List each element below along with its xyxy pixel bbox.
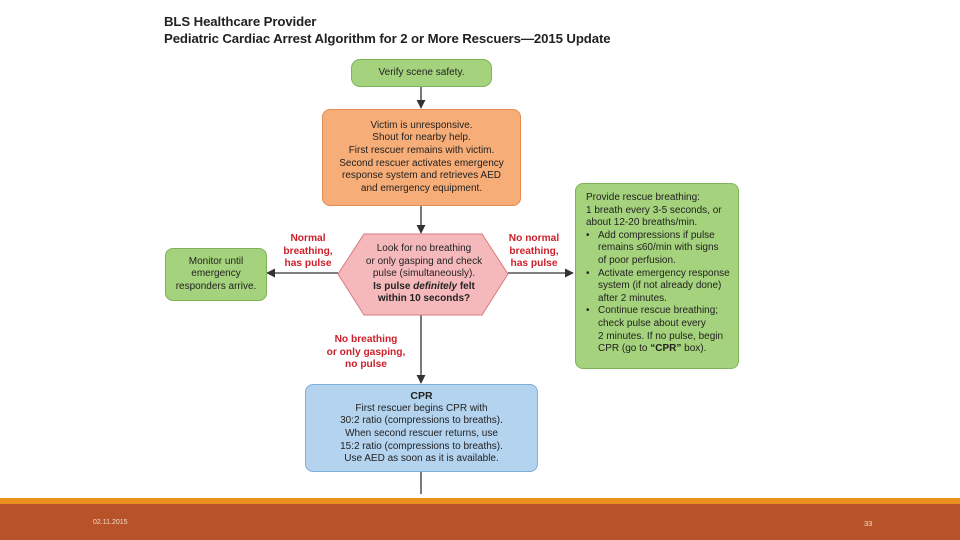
label-normal-line: breathing, xyxy=(283,245,333,257)
rescue-bullet-line: system (if not already done) xyxy=(598,280,722,292)
rescue-bullet xyxy=(586,268,732,306)
victim-line: response system and retrieves AED xyxy=(342,170,501,182)
check-question-pre: Is pulse xyxy=(373,280,414,292)
cpr-title: CPR xyxy=(410,390,433,403)
monitor-box xyxy=(165,248,267,301)
check-question xyxy=(340,281,508,294)
label-no-breathing-line: No breathing xyxy=(334,334,398,345)
label-no-normal-breathing xyxy=(502,233,566,271)
label-no-breathing xyxy=(316,334,416,372)
rescue-bullet-last-line xyxy=(598,343,732,356)
rescue-bullet-line: 2 minutes. If no pulse, begin xyxy=(598,330,724,342)
label-no-normal-line: No normal xyxy=(508,233,560,244)
cpr-line: 30:2 ratio (compressions to breaths). xyxy=(340,415,503,427)
rescue-bullet-list xyxy=(586,230,732,356)
rescue-bullet xyxy=(586,230,732,268)
victim-line: Victim is unresponsive. xyxy=(370,119,473,131)
cpr-line: 15:2 ratio (compressions to breaths). xyxy=(340,440,503,452)
check-line: pulse (simultaneously). xyxy=(372,268,476,280)
label-normal-line: has pulse xyxy=(284,258,332,270)
diagram-subtitle: Pediatric Cardiac Arrest Algorithm for 2 or More Rescuers—2015 Update xyxy=(164,31,611,46)
rescue-bullet xyxy=(586,305,732,355)
label-no-breathing-line: or only gasping, xyxy=(326,346,406,358)
victim-line: Shout for nearby help. xyxy=(372,132,471,144)
label-normal-line: Normal xyxy=(290,233,326,244)
check-line: or only gasping and check xyxy=(365,255,483,267)
monitor-line: emergency xyxy=(191,268,241,280)
check-question-post: felt xyxy=(457,280,475,292)
rescue-last-bold: “CPR” xyxy=(650,343,682,355)
victim-unresponsive-box xyxy=(322,109,521,206)
diagram-title: BLS Healthcare Provider xyxy=(164,14,317,29)
slide-footer xyxy=(0,504,960,540)
pulse-check-text xyxy=(340,243,508,306)
rescue-intro-line: 1 breath every 3-5 seconds, or xyxy=(586,204,722,216)
label-no-breathing-line: no pulse xyxy=(345,359,387,371)
rescue-bullet-line: • Continue rescue breathing; xyxy=(598,305,719,317)
check-line: within 10 seconds? xyxy=(377,293,471,305)
monitor-line: Monitor until xyxy=(188,255,244,267)
scene-safety-text: Verify scene safety. xyxy=(378,66,465,78)
monitor-line: responders arrive. xyxy=(175,280,257,292)
rescue-bullet-line: after 2 minutes. xyxy=(598,292,667,304)
label-normal-breathing xyxy=(276,233,340,271)
cpr-line: First rescuer begins CPR with xyxy=(355,402,488,414)
check-question-emphasis: definitely xyxy=(413,280,458,292)
scene-safety-box xyxy=(351,59,492,87)
rescue-bullet-line: remains ≤60/min with signs xyxy=(598,242,719,254)
cpr-box xyxy=(305,384,538,472)
cpr-line: When second rescuer returns, use xyxy=(345,428,498,439)
rescue-intro-line: Provide rescue breathing: xyxy=(586,192,700,203)
victim-line: First rescuer remains with victim. xyxy=(348,144,495,156)
rescue-bullet-line: • Activate emergency response xyxy=(598,267,730,279)
rescue-intro-line: about 12-20 breaths/min. xyxy=(586,217,698,229)
cpr-line: Use AED as soon as it is available. xyxy=(344,453,499,465)
rescue-bullet-line: of poor perfusion. xyxy=(598,254,676,266)
page-number: 33 xyxy=(864,519,873,528)
footer-date: 02.11.2015 xyxy=(93,519,128,526)
victim-line: and emergency equipment. xyxy=(360,182,483,194)
rescue-last-post: box). xyxy=(681,343,707,355)
label-no-normal-line: has pulse xyxy=(510,258,558,270)
rescue-bullet-line: • Add compressions if pulse xyxy=(598,229,715,241)
label-no-normal-line: breathing, xyxy=(509,245,559,257)
victim-line: Second rescuer activates emergency xyxy=(339,157,504,169)
rescue-bullet-line: check pulse about every xyxy=(598,317,706,329)
rescue-last-pre: CPR (go to xyxy=(598,343,651,355)
rescue-breathing-box xyxy=(575,183,739,369)
check-line: Look for no breathing xyxy=(376,243,472,254)
